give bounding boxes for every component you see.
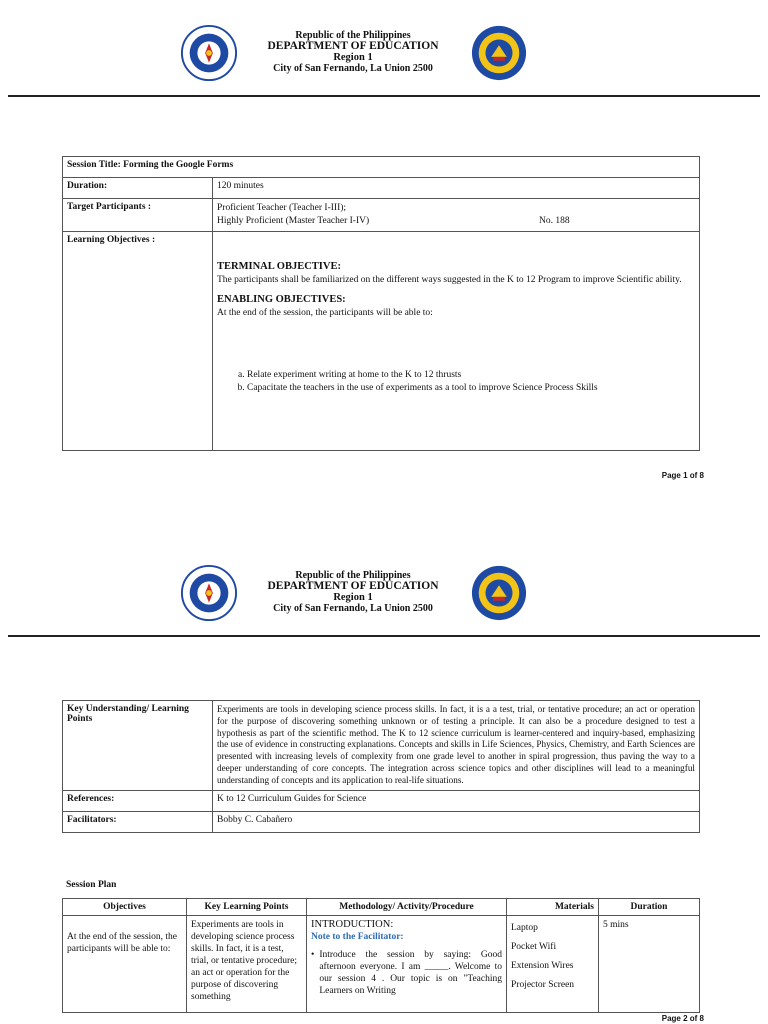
column-header: Materials (507, 899, 599, 916)
header-line-city: City of San Fernando, La Union 2500 (273, 63, 433, 74)
column-header: Methodology/ Activity/Procedure (307, 899, 507, 916)
header-line-republic: Republic of the Philippines (295, 30, 411, 41)
plan-duration-cell: 5 mins (599, 916, 700, 1013)
session-title-label: Session Title: (67, 160, 121, 170)
header-line-department: DEPARTMENT OF EDUCATION (267, 40, 439, 52)
facilitators-row (63, 811, 700, 832)
key-understanding-text: Experiments are tools in developing science process skills. In fact, it is a a test, trial, or tentative procedure; an act or operation for the purpose of discovering something unknown or of testing a principle. It can also be a procedure designed to test a hypothesis as part of the scientific method. The K to 12 science curriculum is learner-centered and inquiry-based, emphasizing the use of evidence in constructing explanations. Concepts and skills in Life Sciences, Physics, Chemistry, and Earth Sciences are presented with increasing levels of complexity from one grade level to another in spiral progression, thus paving the way to a deeper understanding of core concepts. The integration across science topics and other disciplines will lead to a meaningful understanding of concepts and its application to real-life situations. (213, 701, 700, 791)
objectives-label: Learning Objectives : (63, 232, 213, 451)
column-header: Key Learning Points (187, 899, 307, 916)
facilitators-label: Facilitators: (63, 811, 213, 832)
key-understanding-table (62, 700, 700, 833)
duration-value: 120 minutes (213, 178, 700, 199)
introduction-bullet-text: Introduce the session by saying: Good afternoon everyone. I am _____. Welcome to our session 4 . Our topic is on "Teaching Learners on Writing (319, 950, 502, 996)
region-seal-icon (470, 564, 528, 622)
column-header: Duration (599, 899, 700, 916)
objectives-list (217, 369, 695, 395)
session-info-table (62, 156, 700, 451)
material-item: Pocket Wifi (511, 942, 557, 952)
deped-seal-icon (180, 24, 238, 82)
participants-line-2: Highly Proficient (Master Teacher I-IV) (217, 216, 370, 226)
introduction-heading: INTRODUCTION: (311, 919, 394, 930)
terminal-objective-heading: TERMINAL OBJECTIVE: (217, 261, 341, 272)
header-rule (8, 635, 760, 637)
key-understanding-label: Key Understanding/ Learning Points (63, 701, 213, 791)
session-plan-table (62, 898, 700, 1013)
header-line-region: Region 1 (333, 592, 373, 603)
participants-number: No. 188 (539, 216, 570, 226)
key-understanding-row (63, 701, 700, 791)
facilitator-note: Note to the Facilitator: (311, 932, 404, 942)
session-plan-label: Session Plan (66, 880, 117, 890)
material-item: Laptop (511, 923, 538, 933)
enabling-objectives-text: At the end of the session, the participants will be able to: (217, 307, 433, 318)
document-page-2 (0, 540, 768, 1024)
material-item: Projector Screen (511, 980, 575, 990)
facilitators-value: Bobby C. Cabañero (213, 811, 700, 832)
plan-objectives-cell: At the end of the session, the participants will be able to: (67, 932, 178, 954)
table-header-row (63, 899, 700, 916)
document-page-1 (0, 0, 768, 500)
duration-row (63, 178, 700, 199)
header-line-city: City of San Fernando, La Union 2500 (273, 603, 433, 614)
material-item: Extension Wires (511, 961, 574, 971)
page-number: Page 2 of 8 (661, 1014, 704, 1023)
participants-row (63, 199, 700, 232)
header-line-republic: Republic of the Philippines (295, 570, 411, 581)
page-header (0, 540, 768, 636)
deped-seal-icon (180, 564, 238, 622)
page-number: Page 1 of 8 (661, 471, 704, 480)
table-row (63, 916, 700, 1013)
references-row (63, 790, 700, 811)
terminal-objective-text: The participants shall be familiarized on the different ways suggested in the K to 12 Program to improve Scientific ability. (217, 274, 682, 285)
bullet-icon: • (311, 950, 315, 960)
list-item: b. Capacitate the teachers in the use of experiments as a tool to improve Science Process Skills (247, 382, 695, 395)
enabling-objectives-heading: ENABLING OBJECTIVES: (217, 294, 346, 305)
plan-key-points-cell: Experiments are tools in developing science process skills. In fact, it is a test, trial, or tentative procedure; an act or operation for the purpose of discovering something (191, 920, 298, 1002)
references-value: K to 12 Curriculum Guides for Science (213, 790, 700, 811)
region-seal-icon (470, 24, 528, 82)
references-label: References: (63, 790, 213, 811)
participants-label: Target Participants : (63, 199, 213, 232)
list-item: a. Relate experiment writing at home to the K to 12 thrusts (247, 369, 695, 382)
header-rule (8, 95, 760, 97)
page-header (0, 0, 768, 96)
session-title-row (63, 157, 700, 178)
header-line-department: DEPARTMENT OF EDUCATION (267, 580, 439, 592)
objectives-row (63, 232, 700, 451)
session-title-value: Forming the Google Forms (123, 160, 234, 170)
duration-label: Duration: (63, 178, 213, 199)
participants-line-1: Proficient Teacher (Teacher I-III); (217, 203, 347, 213)
header-line-region: Region 1 (333, 52, 373, 63)
column-header: Objectives (63, 899, 187, 916)
